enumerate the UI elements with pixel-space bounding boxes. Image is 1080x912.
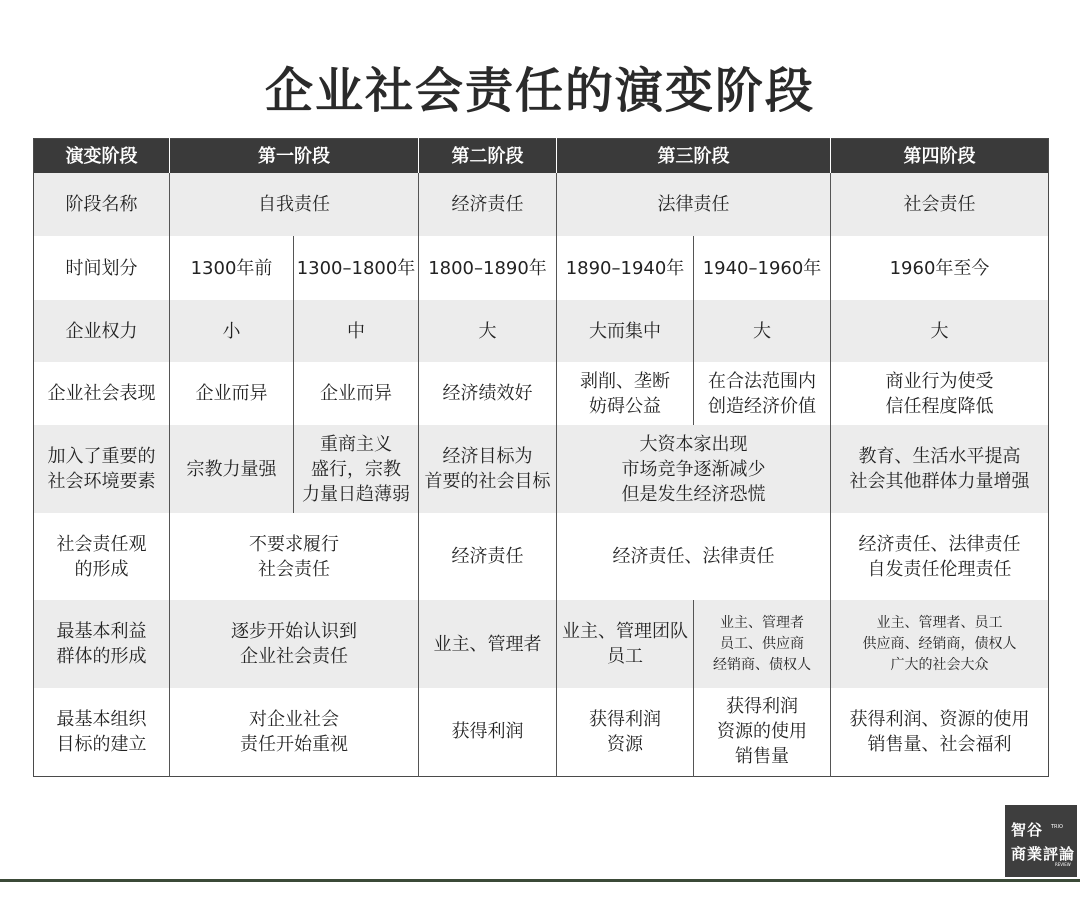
- cell-view-s2: 经济责任: [419, 513, 557, 600]
- cell-perf-s1a: 企业而异: [170, 362, 294, 425]
- cell-group-s4: 业主、管理者、员工 供应商、经销商，债权人 广大的社会大众: [831, 600, 1049, 688]
- row-label-perf: 企业社会表现: [34, 362, 170, 425]
- cell-view-s4: 经济责任、法律责任 自发责任伦理责任: [831, 513, 1049, 600]
- logo-en-1: TRIO: [1051, 824, 1063, 830]
- cell-perf-s3b: 在合法范围内 创造经济价值: [694, 362, 831, 425]
- header-stage: 演变阶段: [34, 139, 170, 174]
- cell-power-s3a: 大而集中: [557, 300, 694, 362]
- row-label-time: 时间划分: [34, 236, 170, 300]
- bottom-divider: [0, 879, 1080, 882]
- cell-group-s1: 逐步开始认识到 企业社会责任: [170, 600, 419, 688]
- cell-group-s3a: 业主、管理团队 员工: [557, 600, 694, 688]
- cell-time-s1b: 1300–1800年: [294, 236, 419, 300]
- cell-name-s4: 社会责任: [831, 173, 1049, 236]
- cell-power-s2: 大: [419, 300, 557, 362]
- header-stage-2: 第二阶段: [419, 139, 557, 174]
- cell-env-s4: 教育、生活水平提高 社会其他群体力量增强: [831, 425, 1049, 513]
- cell-perf-s2: 经济绩效好: [419, 362, 557, 425]
- page-title: 企业社会责任的演变阶段: [264, 63, 815, 119]
- table-row: [34, 425, 1049, 513]
- cell-goal-s2: 获得利润: [419, 688, 557, 776]
- row-label-group: 最基本利益 群体的形成: [34, 600, 170, 688]
- cell-name-s3: 法律责任: [557, 173, 831, 236]
- table-header-row: [34, 139, 1049, 174]
- cell-goal-s3a: 获得利润 资源: [557, 688, 694, 776]
- cell-env-s2: 经济目标为 首要的社会目标: [419, 425, 557, 513]
- cell-goal-s3b: 获得利润 资源的使用 销售量: [694, 688, 831, 776]
- cell-view-s3: 经济责任、法律责任: [557, 513, 831, 600]
- cell-view-s1: 不要求履行 社会责任: [170, 513, 419, 600]
- table-row: [34, 173, 1049, 236]
- cell-perf-s1b: 企业而异: [294, 362, 419, 425]
- cell-time-s3a: 1890–1940年: [557, 236, 694, 300]
- cell-time-s4: 1960年至今: [831, 236, 1049, 300]
- table-row: [34, 362, 1049, 425]
- cell-name-s1: 自我责任: [170, 173, 419, 236]
- cell-group-s3b: 业主、管理者 员工、供应商 经销商、债权人: [694, 600, 831, 688]
- cell-power-s1a: 小: [170, 300, 294, 362]
- brand-logo: [1005, 805, 1077, 877]
- logo-line-2: 商業評論: [1011, 845, 1076, 863]
- logo-en-2: REVIEW: [1055, 862, 1071, 867]
- cell-env-s1b: 重商主义 盛行，宗教 力量日趋薄弱: [294, 425, 419, 513]
- evolution-table: [33, 138, 1049, 777]
- header-stage-4: 第四阶段: [831, 139, 1049, 174]
- table-row: [34, 513, 1049, 600]
- cell-time-s3b: 1940–1960年: [694, 236, 831, 300]
- table-row: [34, 300, 1049, 362]
- cell-env-s1a: 宗教力量强: [170, 425, 294, 513]
- row-label-env: 加入了重要的 社会环境要素: [34, 425, 170, 513]
- row-label-view: 社会责任观 的形成: [34, 513, 170, 600]
- cell-power-s1b: 中: [294, 300, 419, 362]
- cell-name-s2: 经济责任: [419, 173, 557, 236]
- cell-env-s3: 大资本家出现 市场竞争逐渐减少 但是发生经济恐慌: [557, 425, 831, 513]
- row-label-power: 企业权力: [34, 300, 170, 362]
- cell-group-s2: 业主、管理者: [419, 600, 557, 688]
- table-row: [34, 688, 1049, 776]
- cell-power-s3b: 大: [694, 300, 831, 362]
- cell-goal-s1: 对企业社会 责任开始重视: [170, 688, 419, 776]
- cell-time-s2: 1800–1890年: [419, 236, 557, 300]
- logo-line-1: 智谷: [1011, 821, 1044, 839]
- header-stage-3: 第三阶段: [557, 139, 831, 174]
- row-label-goal: 最基本组织 目标的建立: [34, 688, 170, 776]
- cell-perf-s3a: 剥削、垄断 妨碍公益: [557, 362, 694, 425]
- header-stage-1: 第一阶段: [170, 139, 419, 174]
- cell-perf-s4: 商业行为使受 信任程度降低: [831, 362, 1049, 425]
- cell-time-s1a: 1300年前: [170, 236, 294, 300]
- row-label-name: 阶段名称: [34, 173, 170, 236]
- table-row: [34, 600, 1049, 688]
- table-row: [34, 236, 1049, 300]
- cell-power-s4: 大: [831, 300, 1049, 362]
- cell-goal-s4: 获得利润、资源的使用 销售量、社会福利: [831, 688, 1049, 776]
